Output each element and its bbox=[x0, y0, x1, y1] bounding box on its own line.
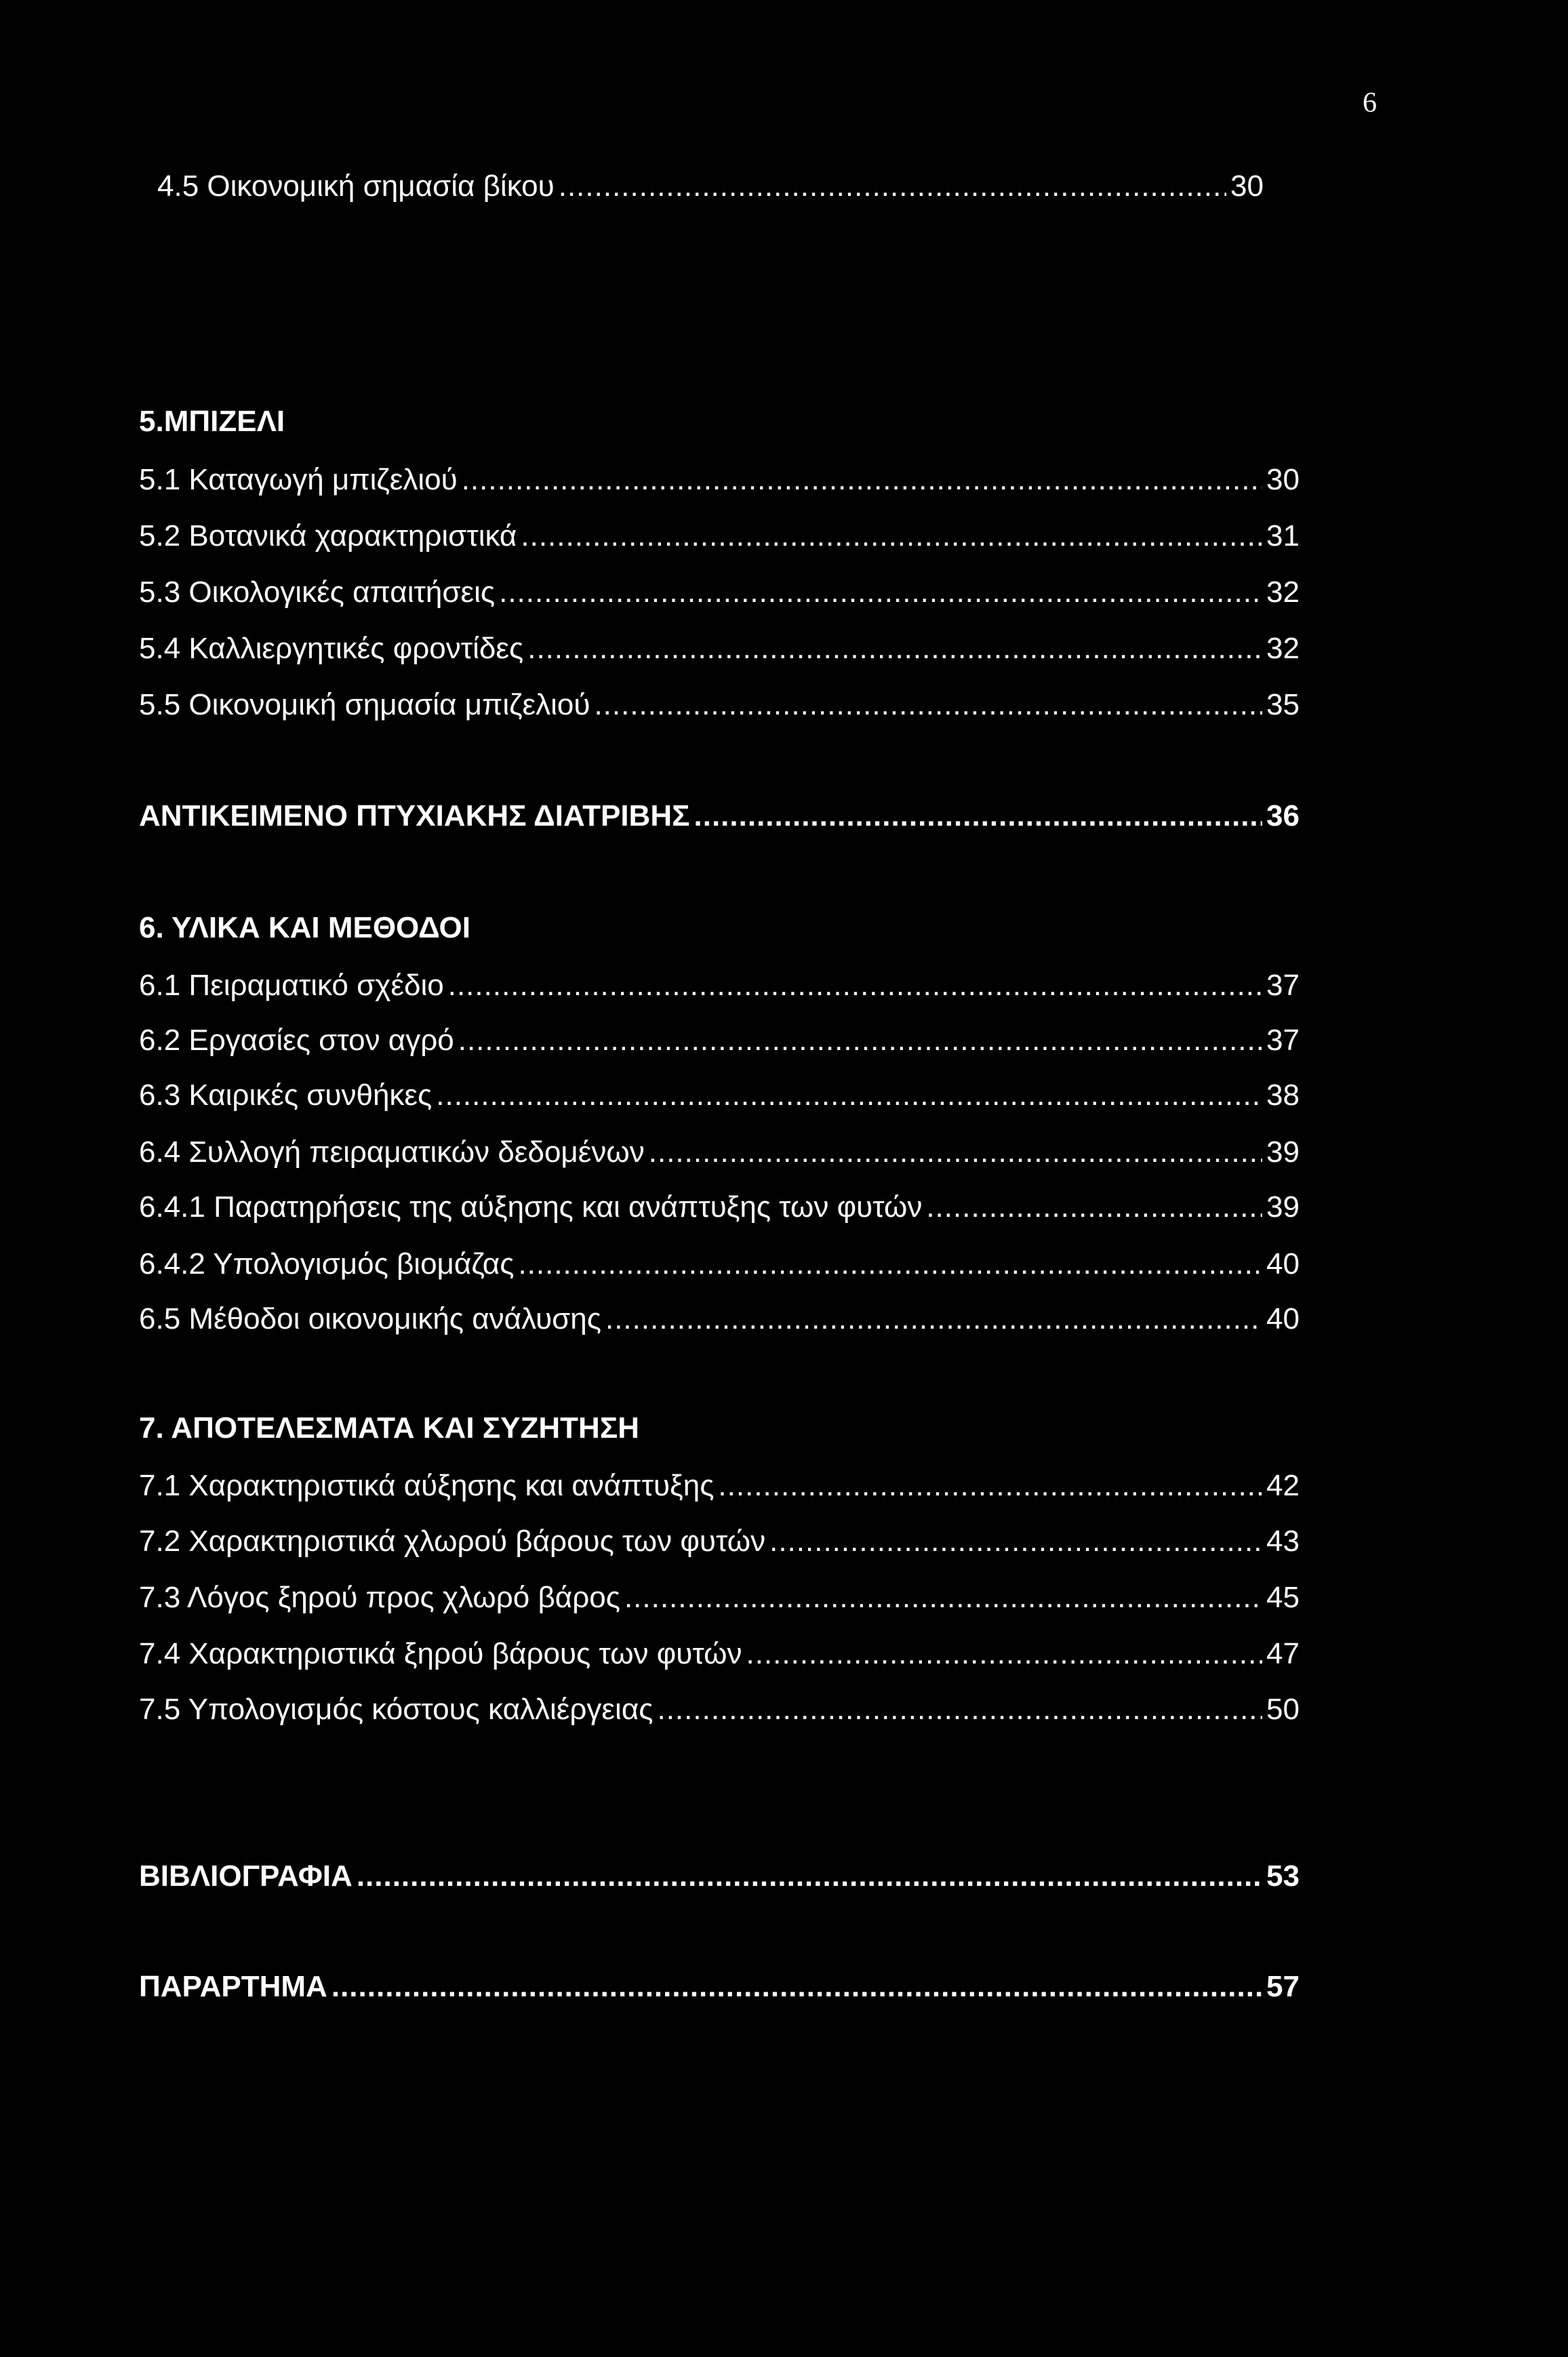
toc-entry-label: 5.5 Οικονομική σημασία μπιζελιού bbox=[139, 688, 590, 721]
leader-dots bbox=[499, 573, 1262, 611]
toc-entry-label: 6.5 Μέθοδοι οικονομικής ανάλυσης bbox=[139, 1302, 601, 1335]
toc-entry-7-5[interactable] bbox=[139, 1691, 1300, 1729]
leader-dots bbox=[527, 630, 1262, 668]
leader-dots bbox=[746, 1635, 1262, 1673]
toc-entry-bibliography[interactable] bbox=[139, 1857, 1300, 1895]
leader-dots bbox=[769, 1523, 1262, 1560]
toc-entry-label: 5.1 Καταγωγή μπιζελιού bbox=[139, 463, 458, 496]
toc-entry-page: 50 bbox=[1266, 1693, 1300, 1726]
toc-entry-5-2[interactable] bbox=[139, 517, 1300, 555]
page-number: 6 bbox=[1363, 87, 1377, 119]
toc-entry-page: 36 bbox=[1266, 799, 1300, 832]
toc-entry-label: 5.4 Καλλιεργητικές φροντίδες bbox=[139, 632, 524, 665]
toc-entry-page: 47 bbox=[1266, 1637, 1300, 1670]
toc-entry-label: 6.4 Συλλογή πειραματικών δεδομένων bbox=[139, 1135, 645, 1169]
leader-dots bbox=[624, 1579, 1262, 1617]
toc-entry-page: 39 bbox=[1266, 1190, 1300, 1224]
toc-entry-thesis-objective[interactable] bbox=[139, 797, 1300, 835]
toc-entry-page: 39 bbox=[1266, 1135, 1300, 1169]
toc-entry-page: 42 bbox=[1266, 1469, 1300, 1502]
toc-entry-label: 7.5 Υπολογισμός κόστους καλλιέργειας bbox=[139, 1693, 654, 1726]
toc-entry-label: 5.2 Βοτανικά χαρακτηριστικά bbox=[139, 519, 517, 552]
toc-entry-5-4[interactable] bbox=[139, 630, 1300, 668]
leader-dots bbox=[594, 686, 1262, 724]
toc-entry-label: 6.2 Εργασίες στον αγρό bbox=[139, 1024, 454, 1057]
toc-entry-7-2[interactable] bbox=[139, 1523, 1300, 1560]
toc-entry-label: 6.1 Πειραματικό σχέδιο bbox=[139, 969, 444, 1002]
leader-dots bbox=[436, 1076, 1262, 1114]
toc-entry-page: 30 bbox=[1230, 169, 1264, 203]
toc-entry-6-4-1[interactable] bbox=[139, 1188, 1300, 1226]
toc-entry-label: 6.4.2 Υπολογισμός βιομάζας bbox=[139, 1247, 515, 1281]
toc-entry-7-4[interactable] bbox=[139, 1635, 1300, 1673]
leader-dots bbox=[462, 461, 1262, 499]
toc-entry-6-5[interactable] bbox=[139, 1300, 1300, 1338]
leader-dots bbox=[331, 1968, 1262, 2006]
leader-dots bbox=[605, 1300, 1262, 1338]
leader-dots bbox=[448, 967, 1262, 1005]
leader-dots bbox=[458, 1022, 1262, 1060]
toc-entry-page: 45 bbox=[1266, 1581, 1300, 1614]
toc-entry-page: 32 bbox=[1266, 576, 1300, 609]
toc-entry-label: 7.2 Χαρακτηριστικά χλωρού βάρους των φυτών bbox=[139, 1525, 766, 1558]
toc-entry-label: 7.4 Χαρακτηριστικά ξηρού βάρους των φυτών bbox=[139, 1637, 742, 1670]
toc-entry-page: 53 bbox=[1266, 1859, 1300, 1893]
toc-entry-6-2[interactable] bbox=[139, 1022, 1300, 1060]
toc-entry-7-1[interactable] bbox=[139, 1467, 1300, 1505]
toc-entry-5-5[interactable] bbox=[139, 686, 1300, 724]
leader-dots bbox=[521, 517, 1262, 555]
toc-entry-6-4[interactable] bbox=[139, 1133, 1300, 1171]
toc-entry-appendix[interactable] bbox=[139, 1968, 1300, 2006]
leader-dots bbox=[357, 1857, 1262, 1895]
toc-entry-5-3[interactable] bbox=[139, 573, 1300, 611]
toc-entry-page: 38 bbox=[1266, 1079, 1300, 1112]
toc-entry-label: 7.1 Χαρακτηριστικά αύξησης και ανάπτυξης bbox=[139, 1469, 715, 1502]
leader-dots bbox=[926, 1188, 1262, 1226]
toc-entry-label: 6.4.1 Παρατηρήσεις της αύξησης και ανάπτυξης των φυτών bbox=[139, 1190, 923, 1224]
toc-entry-5-1[interactable] bbox=[139, 461, 1300, 499]
toc-entry-page: 37 bbox=[1266, 1024, 1300, 1057]
leader-dots bbox=[694, 797, 1263, 835]
toc-entry-page: 37 bbox=[1266, 969, 1300, 1002]
toc-entry-6-4-2[interactable] bbox=[139, 1245, 1300, 1283]
chapter-heading-6: 6. ΥΛΙΚΑ ΚΑΙ ΜΕΘΟΔΟΙ bbox=[139, 911, 470, 944]
toc-entry-label: 6.3 Καιρικές συνθήκες bbox=[139, 1079, 433, 1112]
toc-entry-page: 43 bbox=[1266, 1525, 1300, 1558]
leader-dots bbox=[718, 1467, 1262, 1505]
toc-entry-page: 35 bbox=[1266, 688, 1300, 721]
toc-entry-page: 57 bbox=[1266, 1970, 1300, 2003]
toc-entry-page: 40 bbox=[1266, 1302, 1300, 1335]
leader-dots bbox=[649, 1133, 1262, 1171]
toc-entry-label: 7.3 Λόγος ξηρού προς χλωρό βάρος bbox=[139, 1581, 620, 1614]
leader-dots bbox=[657, 1691, 1262, 1729]
toc-entry-label: 4.5 Οικονομική σημασία βίκου bbox=[157, 169, 555, 203]
toc-entry-label: ΠΑΡΑΡΤΗΜΑ bbox=[139, 1970, 327, 2003]
toc-entry-page: 30 bbox=[1266, 463, 1300, 496]
toc-entry-label: ΒΙΒΛΙΟΓΡΑΦΙΑ bbox=[139, 1859, 353, 1893]
toc-entry-4-5[interactable] bbox=[157, 167, 1264, 205]
toc-entry-page: 32 bbox=[1266, 632, 1300, 665]
toc-entry-label: 5.3 Οικολογικές απαιτήσεις bbox=[139, 576, 496, 609]
leader-dots bbox=[518, 1245, 1262, 1283]
toc-entry-label: ΑΝΤΙΚΕΙΜΕΝΟ ΠΤΥΧΙΑΚΗΣ ΔΙΑΤΡΙΒΗΣ bbox=[139, 799, 690, 832]
chapter-heading-7: 7. ΑΠΟΤΕΛΕΣΜΑΤΑ ΚΑΙ ΣΥΖΗΤΗΣΗ bbox=[139, 1411, 640, 1445]
toc-entry-page: 31 bbox=[1266, 519, 1300, 552]
chapter-heading-5: 5.ΜΠΙΖΕΛΙ bbox=[139, 405, 285, 438]
toc-entry-6-1[interactable] bbox=[139, 967, 1300, 1005]
toc-entry-7-3[interactable] bbox=[139, 1579, 1300, 1617]
toc-entry-page: 40 bbox=[1266, 1247, 1300, 1281]
toc-entry-6-3[interactable] bbox=[139, 1076, 1300, 1114]
leader-dots bbox=[559, 167, 1226, 205]
